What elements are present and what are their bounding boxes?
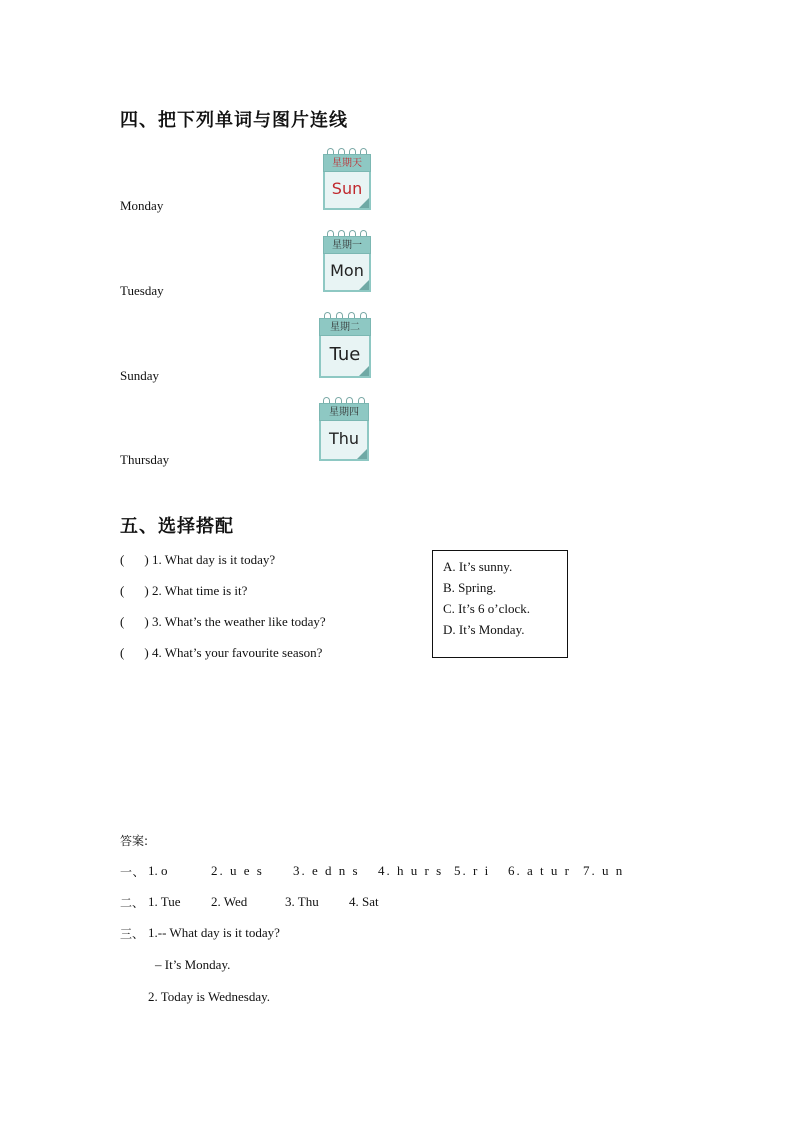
calendar-sun-icon xyxy=(323,148,371,210)
section4-title: 四、把下列单词与图片连线 xyxy=(120,110,348,131)
answers-part1 xyxy=(120,863,145,880)
answer-item: 3. e d n s xyxy=(293,863,360,878)
question-row xyxy=(120,583,247,599)
question-row xyxy=(120,645,322,661)
answer-item: 5. r i xyxy=(454,863,491,878)
question-text: 2. What time is it? xyxy=(151,583,248,598)
option-a: A. It’s sunny. xyxy=(443,559,513,574)
answer-item: 2. Wed xyxy=(211,894,248,909)
answer-item: 4. Sat xyxy=(349,894,379,909)
options-box xyxy=(432,550,568,658)
answer-bracket-open: ( xyxy=(120,583,125,598)
calendar-en-label: Sun xyxy=(323,172,371,210)
answers-label: 答案: xyxy=(120,834,149,848)
page-curl-icon xyxy=(359,198,369,208)
answer-bracket-open: ( xyxy=(120,614,125,629)
option-d: D. It’s Monday. xyxy=(443,622,525,637)
answer-bracket-close: ) xyxy=(144,645,149,660)
answer-item: 2. u e s xyxy=(211,863,264,878)
calendar-cn-label: 星期四 xyxy=(319,403,369,421)
part1-prefix: 一、 xyxy=(120,865,146,879)
answer-line: – It’s Monday. xyxy=(155,957,231,972)
answer-item: 3. Thu xyxy=(285,894,319,909)
answer-item: 1. o xyxy=(148,863,168,878)
option-b: B. Spring. xyxy=(443,580,497,595)
answer-item: 4. h u r s xyxy=(378,863,444,878)
calendar-cn-label: 星期天 xyxy=(323,154,371,172)
option-c: C. It’s 6 o’clock. xyxy=(443,601,531,616)
question-text: 1. What day is it today? xyxy=(151,552,276,567)
answer-bracket-open: ( xyxy=(120,645,125,660)
answer-item: 6. a t u r xyxy=(508,863,571,878)
calendar-en-label: Tue xyxy=(319,336,371,378)
question-text: 3. What’s the weather like today? xyxy=(151,614,326,629)
calendar-cn-label: 星期一 xyxy=(323,236,371,254)
calendar-thu-icon xyxy=(319,397,369,461)
part3-prefix: 三、 xyxy=(120,927,145,941)
calendar-en-label: Thu xyxy=(319,421,369,461)
part2-prefix: 二、 xyxy=(120,896,145,910)
answer-bracket-open: ( xyxy=(120,552,125,567)
calendar-en-label: Mon xyxy=(323,254,371,292)
page-curl-icon xyxy=(359,366,369,376)
answer-line: 1.-- What day is it today? xyxy=(148,925,280,940)
word-sunday: Sunday xyxy=(120,368,159,383)
word-monday: Monday xyxy=(120,198,164,213)
word-tuesday: Tuesday xyxy=(120,283,164,298)
answer-item: 7. u n xyxy=(583,863,625,878)
answer-line: 2. Today is Wednesday. xyxy=(148,989,271,1004)
word-thursday: Thursday xyxy=(120,452,170,467)
answer-bracket-close: ) xyxy=(144,552,149,567)
question-row xyxy=(120,614,326,630)
section5-title: 五、选择搭配 xyxy=(120,516,234,537)
page-curl-icon xyxy=(357,449,367,459)
calendar-cn-label: 星期二 xyxy=(319,318,371,336)
answer-item: 1. Tue xyxy=(148,894,181,909)
page-curl-icon xyxy=(359,280,369,290)
calendar-mon-icon xyxy=(323,230,371,292)
question-row xyxy=(120,552,275,568)
question-text: 4. What’s your favourite season? xyxy=(151,645,323,660)
answer-bracket-close: ) xyxy=(144,614,149,629)
answer-bracket-close: ) xyxy=(144,583,149,598)
calendar-tue-icon xyxy=(319,312,371,378)
